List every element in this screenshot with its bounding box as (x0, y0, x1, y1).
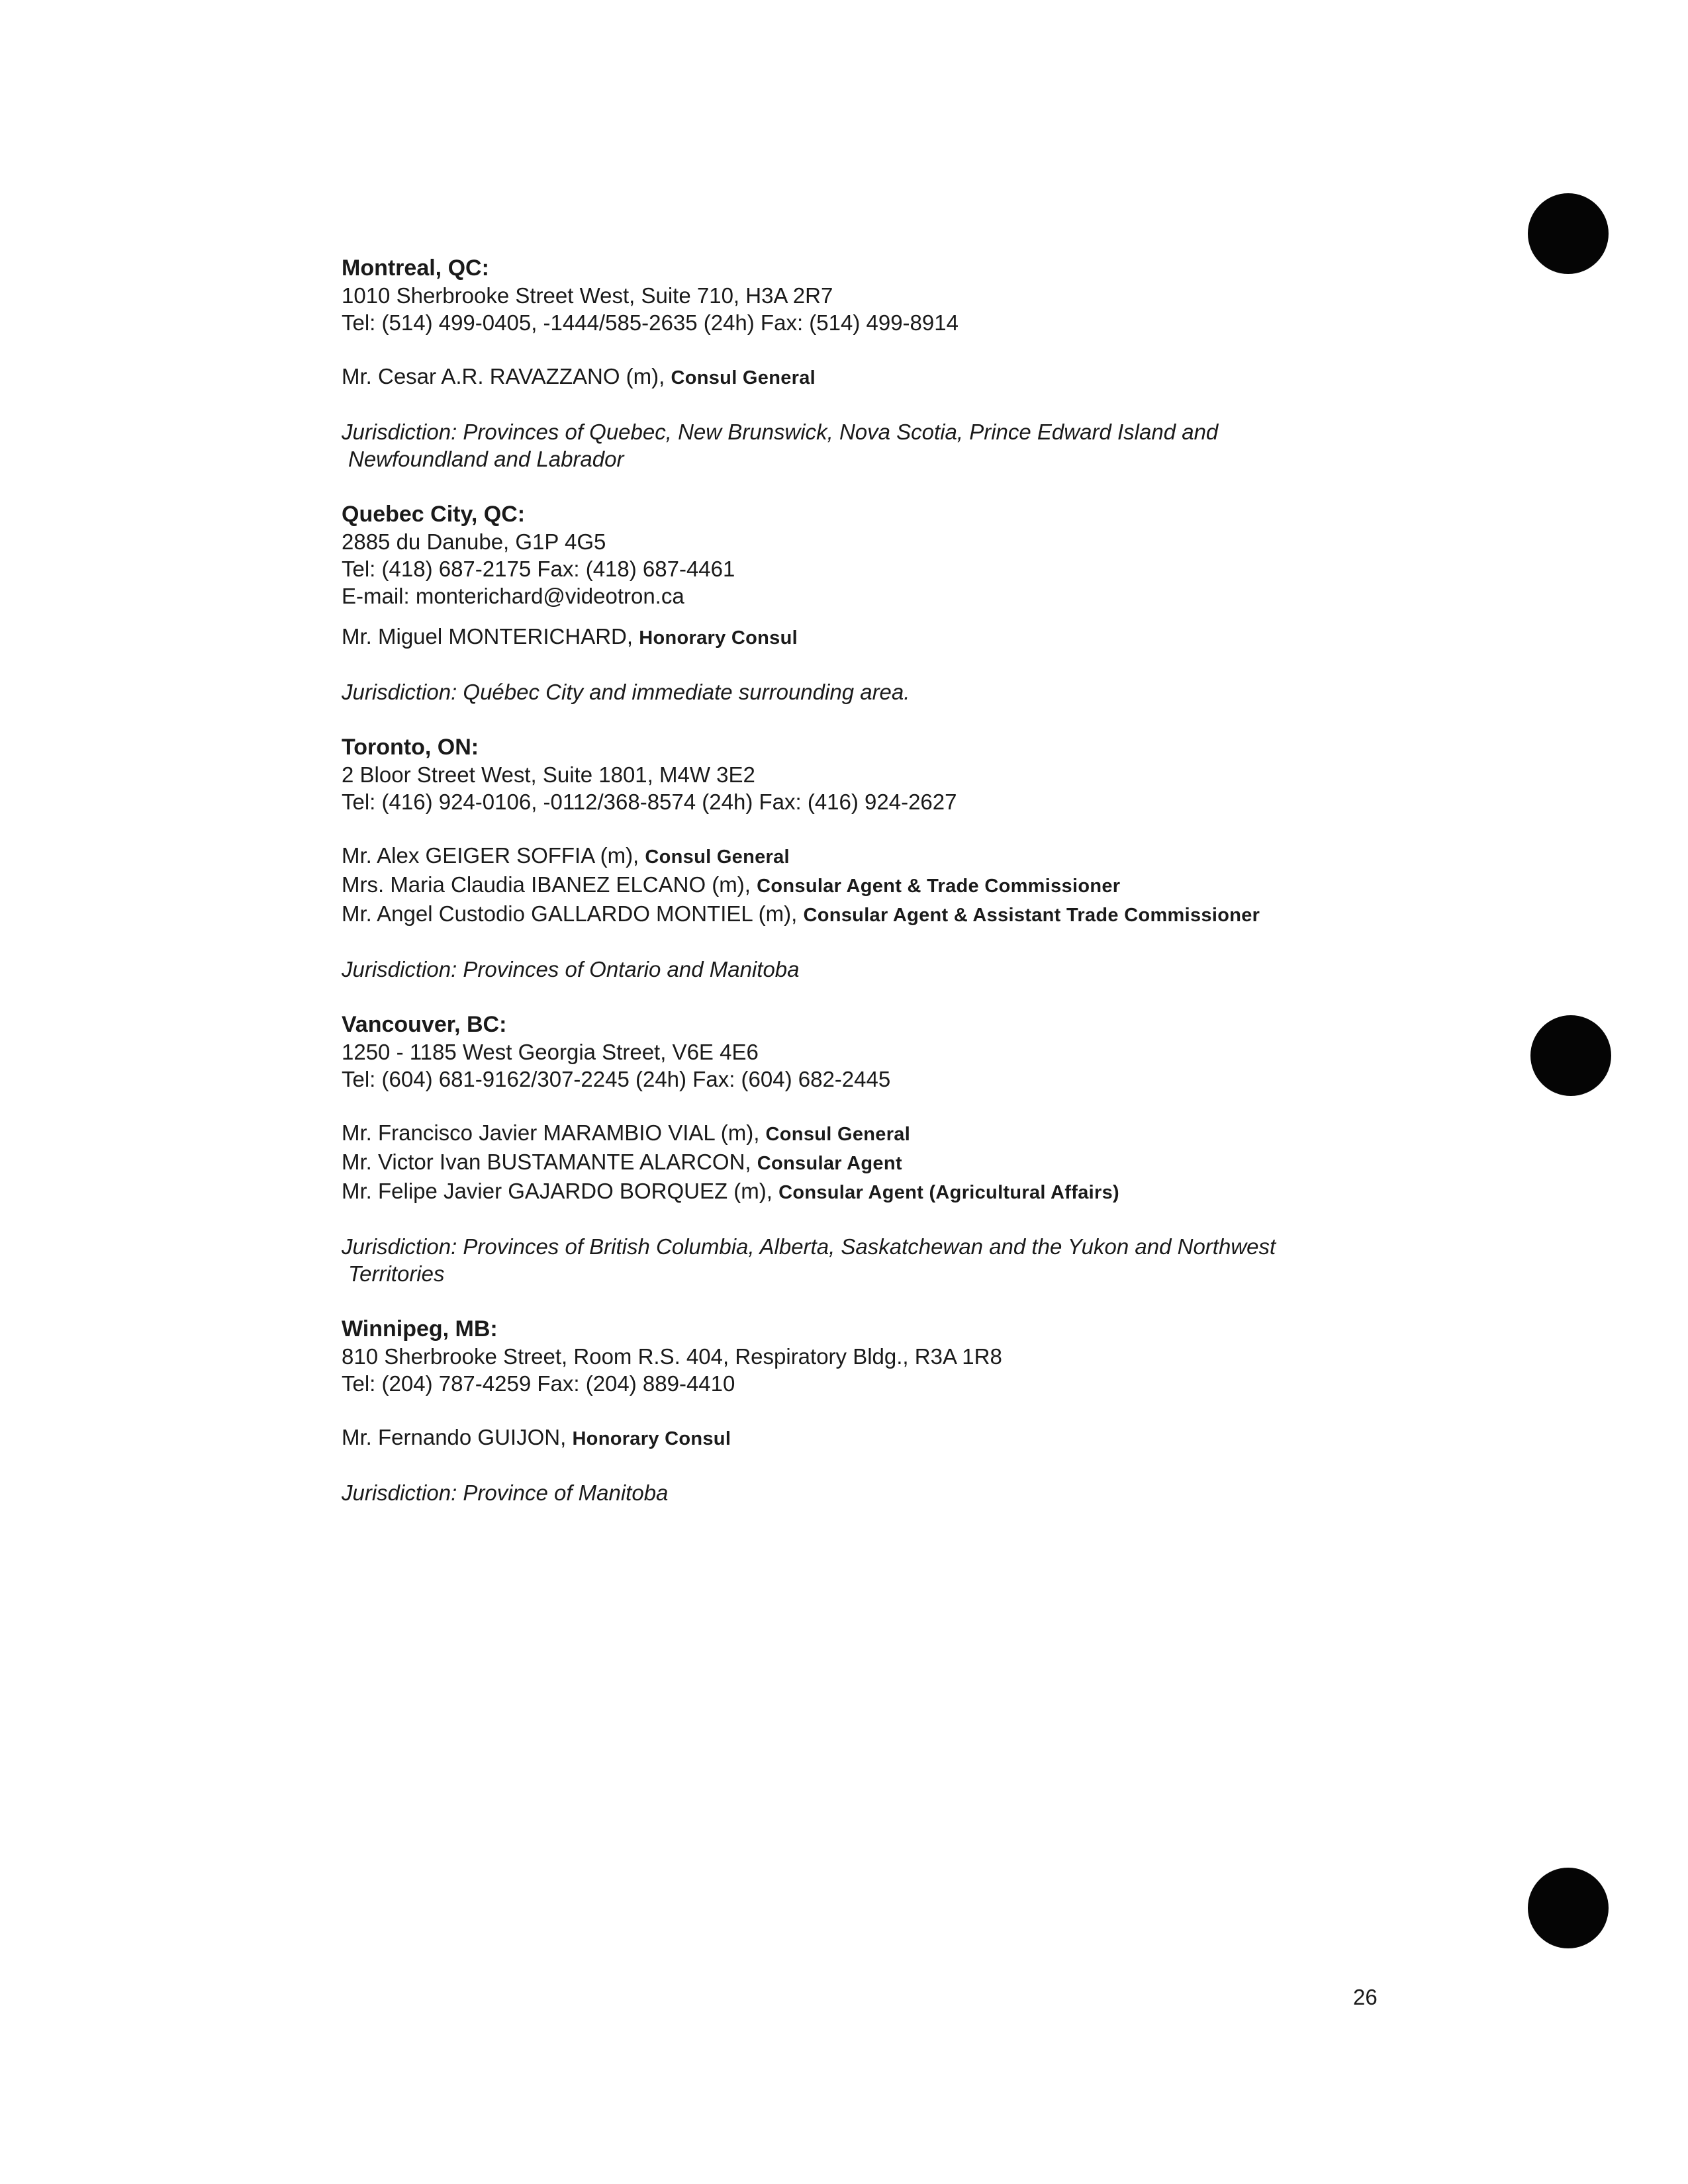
official (342, 623, 1401, 652)
address: 1250 - 1185 West Georgia Street, V6E 4E6 (342, 1040, 759, 1064)
official (342, 1119, 1401, 1148)
address: 2885 du Danube, G1P 4G5 (342, 529, 606, 554)
official (342, 363, 1401, 392)
punch-hole-bottom (1528, 1868, 1609, 1948)
consulate-entry-montreal (342, 254, 1401, 473)
official (342, 1148, 1401, 1177)
telephone: Tel: (604) 681-9162/307-2245 (24h) Fax: (604) 682-2445 (342, 1067, 891, 1091)
address: 2 Bloor Street West, Suite 1801, M4W 3E2 (342, 762, 755, 787)
official-title: Consular Agent (757, 1153, 902, 1174)
page-number: 26 (1353, 1985, 1378, 2009)
official-name: Mr. Angel Custodio GALLARDO MONTIEL (m), (342, 901, 804, 926)
telephone: Tel: (204) 787-4259 Fax: (204) 889-4410 (342, 1371, 735, 1396)
telephone: Tel: (418) 687-2175 Fax: (418) 687-4461 (342, 557, 735, 581)
telephone: Tel: (416) 924-0106, -0112/368-8574 (24h) Fax: (416) 924-2627 (342, 790, 957, 814)
official-name: Mr. Francisco Javier MARAMBIO VIAL (m), (342, 1120, 766, 1145)
jurisdiction-line-1: Jurisdiction: Province of Manitoba (342, 1480, 669, 1505)
official-name: Mr. Victor Ivan BUSTAMANTE ALARCON, (342, 1150, 757, 1174)
official (342, 1177, 1401, 1206)
consulate-entry-vancouver (342, 1011, 1401, 1287)
punch-hole-top (1528, 193, 1609, 274)
city-heading: Vancouver, BC: (342, 1012, 507, 1037)
jurisdiction (342, 1233, 1401, 1287)
official (342, 842, 1401, 871)
city-heading: Montreal, QC: (342, 255, 489, 281)
official (342, 900, 1401, 929)
official-title: Honorary Consul (639, 627, 798, 649)
jurisdiction-line-1: Jurisdiction: Provinces of British Columbia, Alberta, Saskatchewan and the Yukon and Northwest (342, 1234, 1276, 1259)
city-heading: Toronto, ON: (342, 735, 479, 760)
jurisdiction-line-1: Jurisdiction: Provinces of Ontario and Manitoba (342, 957, 800, 981)
official-title: Consular Agent & Assistant Trade Commissioner (803, 905, 1260, 926)
jurisdiction-line-2: Newfoundland and Labrador (348, 447, 624, 471)
official-name: Mrs. Maria Claudia IBANEZ ELCANO (m), (342, 872, 757, 897)
address: 1010 Sherbrooke Street West, Suite 710, H3A 2R7 (342, 283, 833, 308)
official-name: Mr. Miguel MONTERICHARD, (342, 624, 639, 649)
official (342, 871, 1401, 900)
official-name: Mr. Felipe Javier GAJARDO BORQUEZ (m), (342, 1179, 779, 1203)
jurisdiction (342, 956, 1401, 983)
official-title: Consul General (671, 367, 816, 388)
consulate-entry-toronto (342, 733, 1401, 983)
official-title: Consular Agent (Agricultural Affairs) (778, 1182, 1119, 1203)
official-title: Consular Agent & Trade Commissioner (757, 876, 1121, 897)
jurisdiction-line-2: Territories (348, 1261, 445, 1286)
official-title: Consul General (645, 846, 790, 868)
official-name: Mr. Alex GEIGER SOFFIA (m), (342, 843, 645, 868)
email: E-mail: monterichard@videotron.ca (342, 584, 684, 608)
jurisdiction-line-1: Jurisdiction: Québec City and immediate surrounding area. (342, 680, 910, 704)
official-name: Mr. Fernando GUIJON, (342, 1425, 573, 1449)
city-heading: Quebec City, QC: (342, 502, 526, 527)
jurisdiction (342, 1479, 1401, 1506)
official-title: Honorary Consul (572, 1428, 731, 1449)
jurisdiction (342, 678, 1401, 705)
consulate-entry-quebec-city (342, 500, 1401, 705)
official-name: Mr. Cesar A.R. RAVAZZANO (m), (342, 364, 671, 388)
consulate-entry-winnipeg (342, 1315, 1401, 1506)
consulate-listing (342, 254, 1401, 1534)
jurisdiction-line-1: Jurisdiction: Provinces of Quebec, New Brunswick, Nova Scotia, Prince Edward Island and (342, 420, 1219, 444)
official (342, 1424, 1401, 1453)
punch-hole-middle (1530, 1015, 1611, 1096)
telephone: Tel: (514) 499-0405, -1444/585-2635 (24h) Fax: (514) 499-8914 (342, 310, 959, 335)
address: 810 Sherbrooke Street, Room R.S. 404, Respiratory Bldg., R3A 1R8 (342, 1344, 1002, 1369)
city-heading: Winnipeg, MB: (342, 1316, 498, 1342)
official-title: Consul General (765, 1124, 911, 1145)
jurisdiction (342, 418, 1401, 473)
